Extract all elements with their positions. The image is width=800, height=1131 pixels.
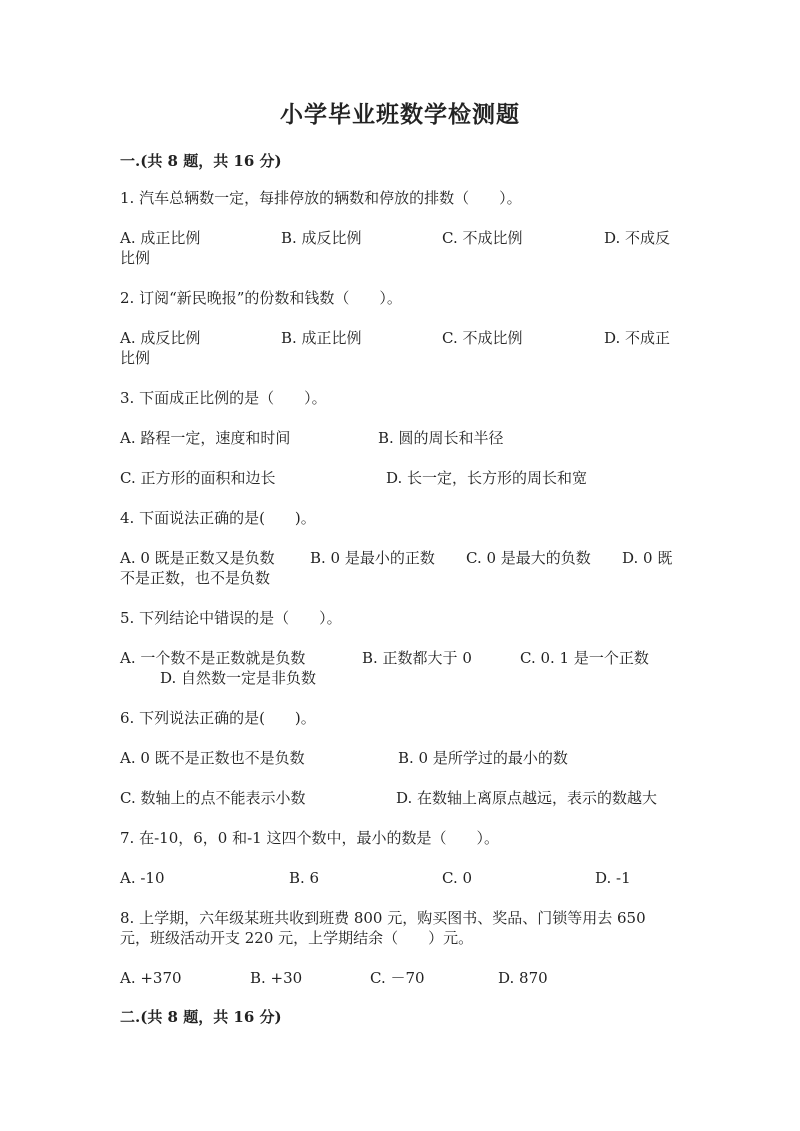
q2-option-d-wrap: 比例	[120, 349, 151, 367]
q5-option-d: D. 自然数一定是非负数	[160, 669, 317, 687]
q3-option-d: D. 长一定，长方形的周长和宽	[386, 469, 588, 487]
q6-option-a: A. 0 既不是正数也不是负数	[120, 749, 305, 767]
q3-option-b: B. 圆的周长和半径	[378, 429, 504, 447]
q6-option-b: B. 0 是所学过的最小的数	[398, 749, 568, 767]
q7-option-a: A. -10	[120, 869, 165, 887]
q3-option-c: C. 正方形的面积和边长	[120, 469, 276, 487]
q4-option-b: B. 0 是最小的正数	[310, 549, 435, 567]
question-1: 1. 汽车总辆数一定，每排停放的辆数和停放的排数（ ）。	[120, 189, 522, 207]
question-3: 3. 下面成正比例的是（ ）。	[120, 389, 327, 407]
question-7: 7. 在-10，6，0 和-1 这四个数中，最小的数是（ ）。	[120, 829, 499, 847]
q5-option-b: B. 正数都大于 0	[362, 649, 472, 667]
question-4: 4. 下面说法正确的是( )。	[120, 509, 316, 527]
q2-option-d: D. 不成正	[604, 329, 671, 347]
question-2: 2. 订阅“新民晚报”的份数和钱数（ ）。	[120, 289, 402, 307]
q5-option-a: A. 一个数不是正数就是负数	[120, 649, 306, 667]
q2-option-c: C. 不成比例	[442, 329, 523, 347]
q4-option-d-wrap: 不是正数，也不是负数	[120, 569, 271, 587]
q5-option-c: C. 0. 1 是一个正数	[520, 649, 649, 667]
question-5: 5. 下列结论中错误的是（ ）。	[120, 609, 342, 627]
q1-option-d-wrap: 比例	[120, 249, 151, 267]
q8-option-c: C. －70	[370, 969, 425, 987]
question-8: 8. 上学期，六年级某班共收到班费 800 元，购买图书、奖品、门锁等用去 650	[120, 909, 646, 927]
q7-option-d: D. -1	[595, 869, 631, 887]
section-heading-2: 二.(共 8 题，共 16 分)	[120, 1008, 282, 1026]
q8-option-d: D. 870	[498, 969, 548, 987]
q3-option-a: A. 路程一定，速度和时间	[120, 429, 291, 447]
page-title: 小学毕业班数学检测题	[280, 101, 520, 128]
q8-option-b: B. +30	[250, 969, 303, 987]
q2-option-a: A. 成反比例	[120, 329, 201, 347]
question-6: 6. 下列说法正确的是( )。	[120, 709, 316, 727]
q1-option-a: A. 成正比例	[120, 229, 201, 247]
q6-option-d: D. 在数轴上离原点越远，表示的数越大	[396, 789, 658, 807]
q1-option-d: D. 不成反	[604, 229, 671, 247]
q6-option-c: C. 数轴上的点不能表示小数	[120, 789, 306, 807]
question-8-line-2: 元，班级活动开支 220 元，上学期结余（ ）元。	[120, 929, 474, 947]
q1-option-b: B. 成反比例	[281, 229, 362, 247]
q2-option-b: B. 成正比例	[281, 329, 362, 347]
q4-option-c: C. 0 是最大的负数	[466, 549, 591, 567]
q8-option-a: A. +370	[120, 969, 182, 987]
section-heading-1: 一.(共 8 题，共 16 分)	[120, 152, 282, 170]
q4-option-d: D. 0 既	[622, 549, 673, 567]
q1-option-c: C. 不成比例	[442, 229, 523, 247]
q7-option-c: C. 0	[442, 869, 473, 887]
q4-option-a: A. 0 既是正数又是负数	[120, 549, 275, 567]
q7-option-b: B. 6	[289, 869, 320, 887]
